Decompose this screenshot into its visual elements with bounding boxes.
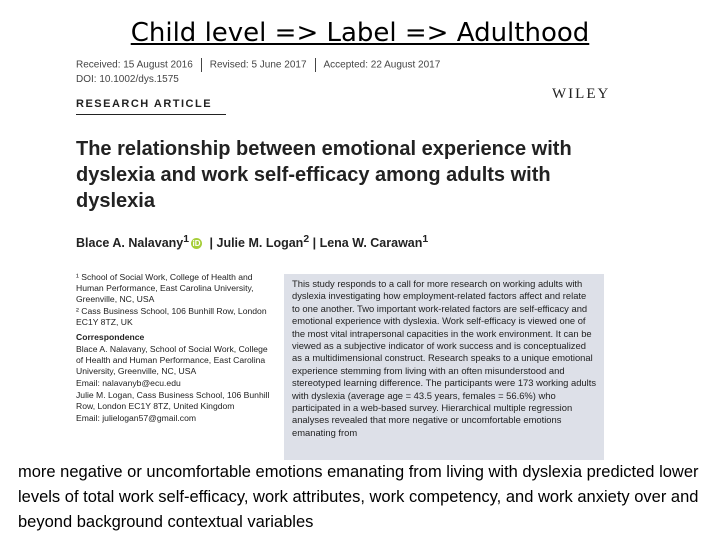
correspondence-heading: Correspondence bbox=[76, 332, 145, 342]
author-list bbox=[76, 234, 428, 250]
author-affiliation-mark: 2 bbox=[303, 234, 310, 245]
abstract-box: This study responds to a call for more research on working adults with dyslexia investigating how employment-related factors affect and relate to one another. Two important work-related factors are self-efficacy and emotional experience with dyslexia. Work self-efficacy is viewed one of the most vital intrapersonal capacities in the work environment. It can be viewed as a subjective indicator of work success and is conceptualized as a multidimensional construct. Research speaks to a unique emotional experience stemming from living with an often misunderstood and stereotyped learning difference. The participants were 173 working adults with dyslexia (average age = 43.5 years, females = 56.6%) who participated in a web-based survey. Hierarchical multiple regression analyses revealed that more negative or uncomfortable emotions emanating from bbox=[284, 274, 604, 460]
received-date: Received: 15 August 2016 bbox=[76, 59, 193, 71]
divider bbox=[201, 58, 202, 72]
paper-excerpt-image bbox=[66, 52, 626, 460]
slide-title: Child level => Label => Adulthood bbox=[130, 18, 590, 48]
revised-date: Revised: 5 June 2017 bbox=[209, 59, 307, 71]
correspondence-line: Blace A. Nalavany, School of Social Work, College of Health and Human Performance, East Carolina University, Greenville, NC, USA bbox=[76, 344, 268, 376]
accepted-date: Accepted: 22 August 2017 bbox=[323, 59, 441, 71]
article-title: The relationship between emotional experience with dyslexia and work self-efficacy among adults with dyslexia bbox=[76, 138, 572, 212]
orcid-icon: iD bbox=[192, 239, 201, 249]
correspondence-line: Email: julielogan57@gmail.com bbox=[76, 413, 197, 423]
author-name: Blace A. Nalavany bbox=[76, 236, 184, 251]
affiliations-block bbox=[76, 272, 276, 425]
slide-caption: more negative or uncomfortable emotions emanating from living with dyslexia predicted lower levels of total work self-efficacy, work attributes, work competency, and work anxiety over and beyond background contextual variables bbox=[18, 463, 699, 531]
divider bbox=[315, 58, 316, 72]
author-separator: | bbox=[312, 236, 317, 251]
author-affiliation-mark: 1 bbox=[183, 234, 190, 245]
section-label: RESEARCH ARTICLE bbox=[76, 98, 213, 110]
author-separator: | bbox=[209, 236, 214, 251]
correspondence-line: Email: nalavanyb@ecu.edu bbox=[76, 378, 181, 388]
author-name: Lena W. Carawan bbox=[319, 236, 423, 251]
section-rule bbox=[76, 114, 226, 115]
publisher-logo: WILEY bbox=[552, 86, 611, 102]
article-history bbox=[76, 58, 440, 72]
affiliation: ² Cass Business School, 106 Bunhill Row, London EC1Y 8TZ, UK bbox=[76, 306, 267, 327]
author-affiliation-mark: 1 bbox=[422, 234, 429, 245]
affiliation: ¹ School of Social Work, College of Health and Human Performance, East Carolina University, Greenville, NC, USA bbox=[76, 272, 254, 304]
correspondence-line: Julie M. Logan, Cass Business School, 106 Bunhill Row, London EC1Y 8TZ, United Kingdom bbox=[76, 390, 270, 411]
author-name: Julie M. Logan bbox=[216, 236, 304, 251]
doi: DOI: 10.1002/dys.1575 bbox=[76, 74, 179, 85]
